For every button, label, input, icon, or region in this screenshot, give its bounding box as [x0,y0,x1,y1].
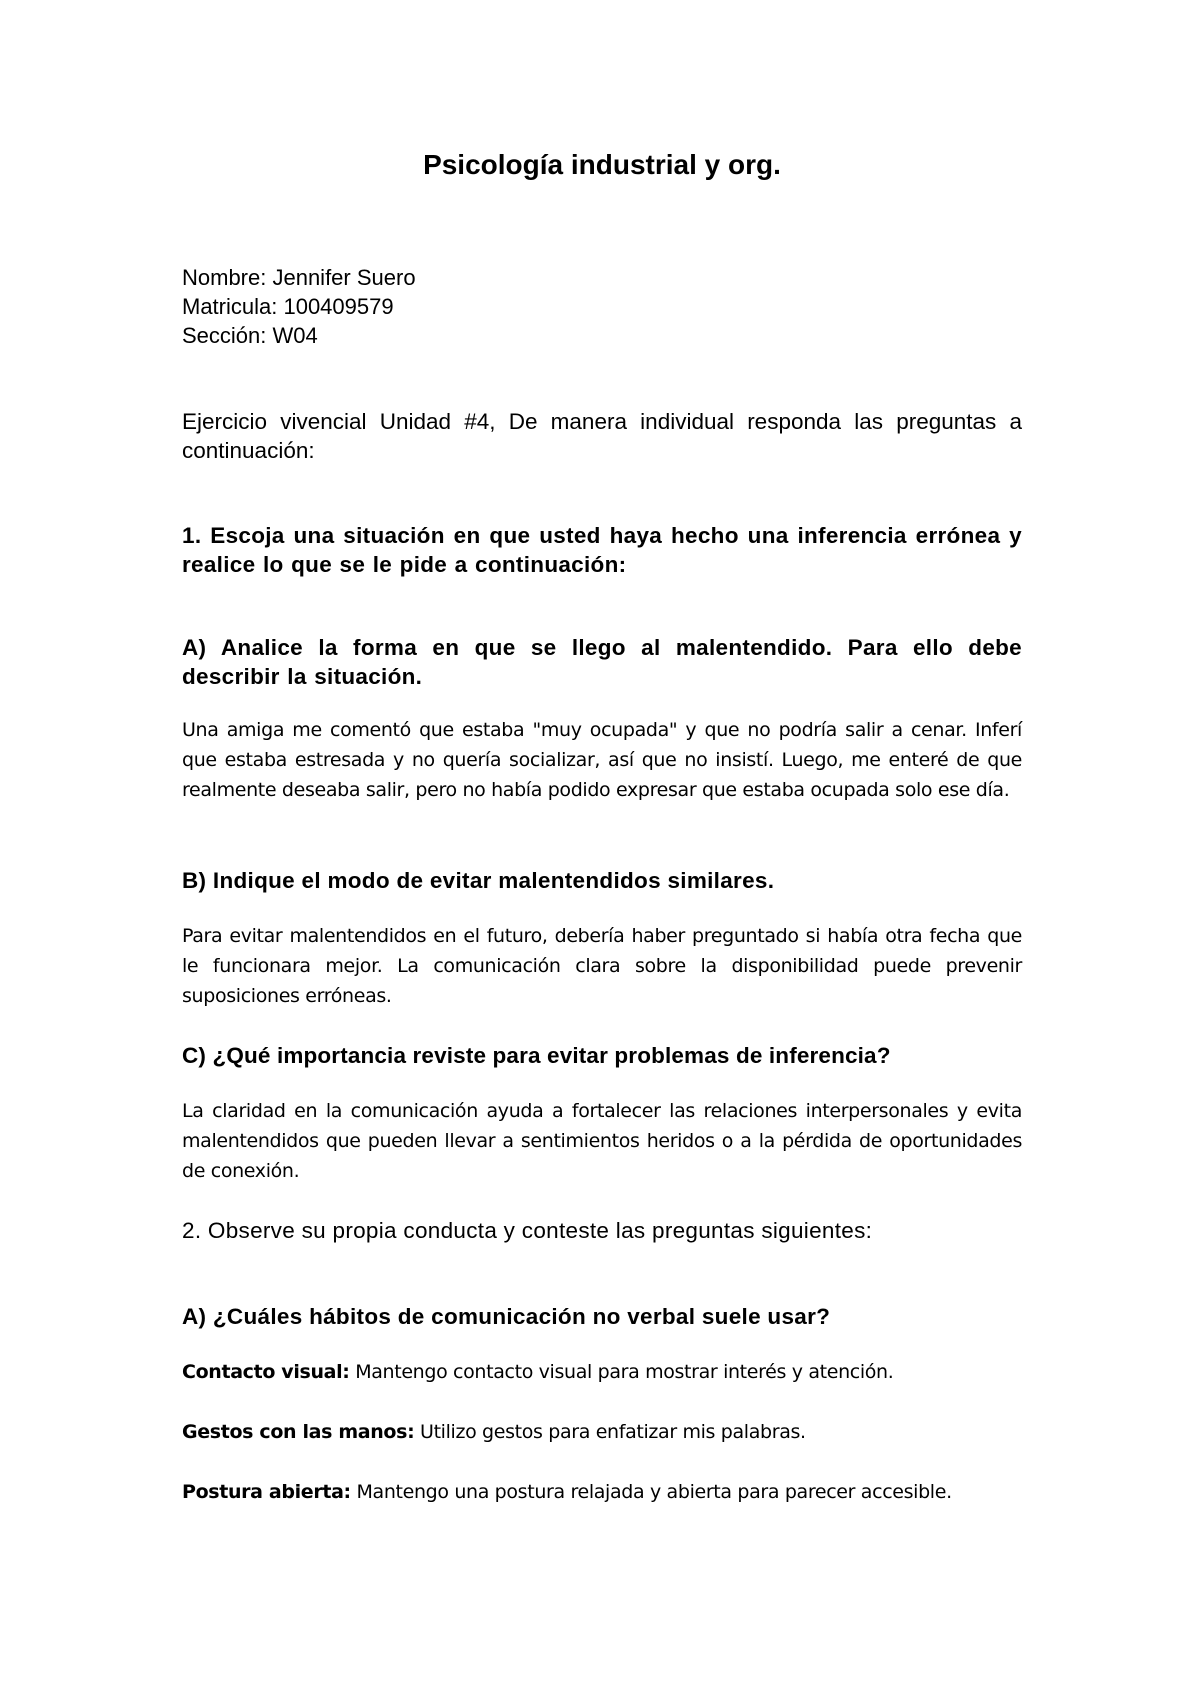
question-1b: B) Indique el modo de evitar malentendidos similares. [182,868,775,893]
habit-text: Utilizo gestos para enfatizar mis palabras. [414,1421,806,1443]
habit-label: Gestos con las manos: [182,1421,415,1443]
exercise-intro: Ejercicio vivencial Unidad #4, De manera individual responda las preguntas a continuación: [182,409,1022,463]
question-2-prompt: 2. Observe su propia conducta y conteste las preguntas siguientes: [182,1218,873,1243]
habit-text: Mantengo contacto visual para mostrar interés y atención. [349,1361,894,1383]
question-1-prompt: 1. Escoja una situación en que usted haya hecho una inferencia errónea y realice lo que se le pide a continuación: [182,523,1022,577]
habit-label: Contacto visual: [182,1361,350,1383]
student-section: Sección: W04 [182,323,318,348]
habit-label: Postura abierta: [182,1481,351,1503]
answer-1b: Para evitar malentendidos en el futuro, debería haber preguntado si había otra fecha que le funcionara mejor. La comunicación clara sobre la disponibilidad puede prevenir suposiciones erróneas. [182,925,1022,1007]
habit-item [182,1477,952,1507]
document-title: Psicología industrial y org. [423,149,781,180]
question-2a: A) ¿Cuáles hábitos de comunicación no verbal suele usar? [182,1304,831,1329]
answer-1c: La claridad en la comunicación ayuda a fortalecer las relaciones interpersonales y evita malentendidos que pueden llevar a sentimientos heridos o a la pérdida de oportunidades de conexión. [182,1100,1022,1182]
habit-item [182,1417,806,1447]
habit-text: Mantengo una postura relajada y abierta para parecer accesible. [350,1481,952,1503]
student-id: Matricula: 100409579 [182,294,394,319]
student-name: Nombre: Jennifer Suero [182,265,416,290]
answer-1a: Una amiga me comentó que estaba "muy ocupada" y que no podría salir a cenar. Inferí que estaba estresada y no quería socializar, así que no insistí. Luego, me enteré de que realmente deseaba salir, pero no había podido expresar que estaba ocupada solo ese día. [182,719,1022,801]
question-1a: A) Analice la forma en que se llego al malentendido. Para ello debe describir la situación. [182,635,1022,689]
question-1c: C) ¿Qué importancia reviste para evitar problemas de inferencia? [182,1043,891,1068]
habit-item [182,1357,893,1387]
